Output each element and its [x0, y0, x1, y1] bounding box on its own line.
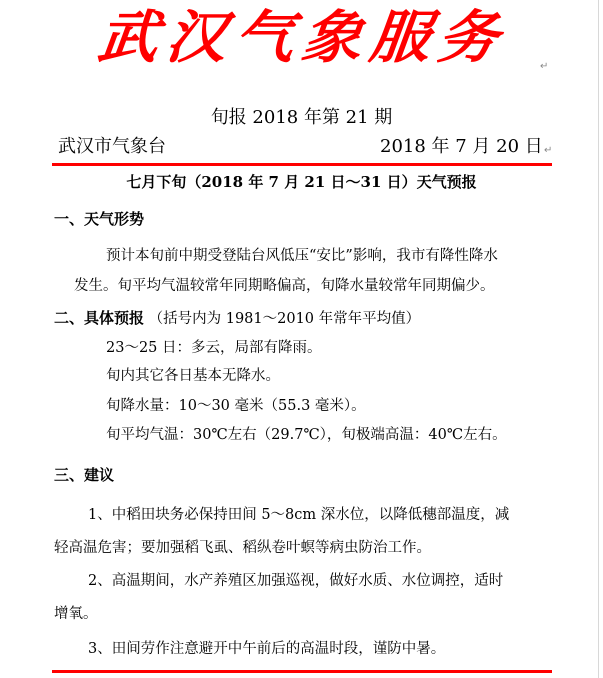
section2-heading-note: （括号内为 1981～2010 年常年平均值）: [148, 311, 421, 327]
forecast-item: 旬内其它各日基本无降水。: [106, 368, 280, 384]
issuer-name: 武汉市气象台: [58, 136, 166, 157]
forecast-item: 旬平均气温：30℃左右（29.7℃），旬极端高温：40℃左右。: [106, 427, 507, 443]
forecast-title: 七月下旬（2018 年 7 月 21 日～31 日）天气预报: [126, 173, 477, 191]
page-right-border: [598, 0, 599, 678]
footer-red-rule: [52, 670, 552, 673]
section1-line1: 预计本旬前中期受登陆台风低压“安比”影响，我市有降性降水: [106, 248, 498, 264]
issue-date: 2018 年 7 月 20 日: [380, 136, 543, 157]
section2-heading-row: [54, 308, 420, 329]
section2-heading: 二、具体预报: [54, 309, 145, 327]
section1-line2: 发生。旬平均气温较常年同期略偏高，旬降水量较常年同期偏少。: [74, 278, 495, 294]
masthead-title: 武汉气象服务: [94, 4, 509, 72]
paragraph-mark-icon: ↵: [544, 145, 553, 156]
masthead: [0, 0, 603, 80]
paragraph-mark-icon: ↵: [540, 61, 549, 72]
advice2-line2: 增氧。: [54, 606, 98, 622]
advice1-line2: 轻高温危害；要加强稻飞虱、稻纵卷叶螟等病虫防治工作。: [54, 540, 431, 556]
header-red-rule: [52, 163, 552, 166]
advice2-line1: 2、高温期间，水产养殖区加强巡视，做好水质、水位调控，适时: [88, 573, 504, 589]
forecast-item: 旬降水量：10～30 毫米（55.3 毫米）。: [106, 398, 366, 414]
advice3-line1: 3、田间劳作注意避开中午前后的高温时段，谨防中暑。: [88, 641, 446, 657]
section1-heading: 一、天气形势: [54, 210, 145, 228]
issue-number: 旬报 2018 年第 21 期: [210, 107, 393, 128]
section3-heading: 三、建议: [54, 466, 115, 484]
forecast-item: 23～25 日：多云，局部有降雨。: [106, 340, 322, 356]
advice1-line1: 1、中稻田块务必保持田间 5～8cm 深水位，以降低穗部温度，减: [88, 507, 510, 523]
